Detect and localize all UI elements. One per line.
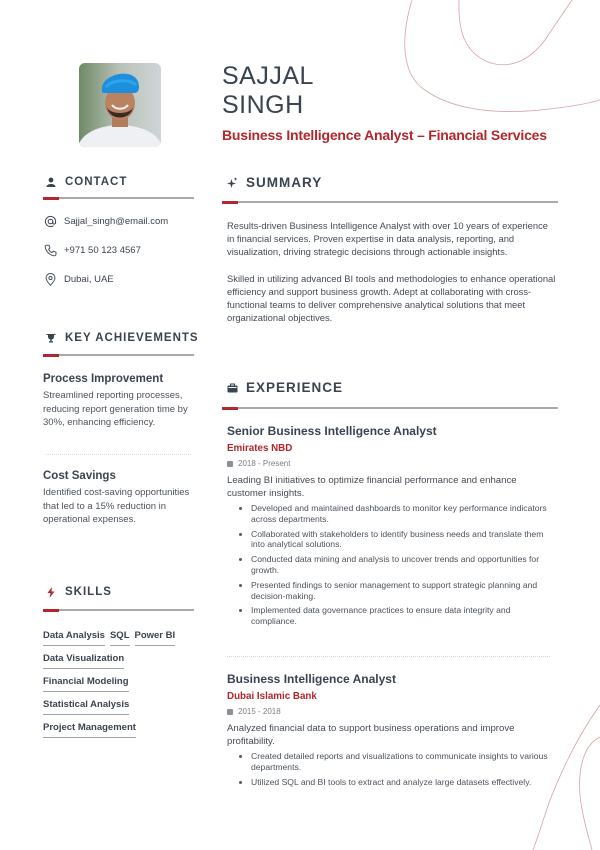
job-company: Emirates NBD (227, 443, 293, 454)
achievement-item (43, 470, 198, 527)
achievements-divider (43, 354, 194, 356)
skills-list (43, 629, 203, 744)
contact-heading-label: CONTACT (65, 176, 128, 188)
name-last: SINGH (222, 91, 304, 119)
job-separator (227, 656, 550, 657)
job-description: Leading BI initiatives to optimize financial performance and enhance customer insights. (227, 475, 517, 499)
achievement-title: Cost Savings (43, 470, 116, 482)
location-pin-icon (44, 273, 57, 286)
contact-email[interactable] (44, 215, 168, 228)
location-value: Dubai, UAE (64, 274, 114, 285)
phone-icon (44, 244, 57, 257)
job-bullet: Developed and maintained dashboards to monitor key performance indicators across departments. (237, 503, 557, 525)
contact-divider (43, 197, 194, 199)
job-bullets (227, 751, 557, 787)
job-dates (227, 707, 557, 716)
calendar-icon (227, 709, 233, 715)
candidate-name (222, 62, 314, 120)
job-title: Business Intelligence Analyst (227, 672, 396, 686)
job-description: Analyzed financial data to support business operations and improve profitability. (227, 723, 515, 747)
job-company: Dubai Islamic Bank (227, 691, 317, 702)
contact-phone[interactable] (44, 244, 141, 257)
skills-divider (43, 609, 194, 611)
headline-title: Business Intelligence Analyst – Financial Services (222, 127, 547, 143)
achievement-description: Identified cost-saving opportunities that led to a 15% reduction in operational expenses. (43, 487, 190, 525)
job-bullet: Collaborated with stakeholders to identify business needs and translate them into analytical solutions. (237, 529, 557, 551)
job-entry (227, 424, 557, 631)
job-title: Senior Business Intelligence Analyst (227, 424, 437, 438)
at-icon (44, 215, 57, 228)
achievement-title: Process Improvement (43, 373, 164, 385)
email-value: Sajjal_singh@email.com (64, 216, 169, 227)
experience-heading (226, 380, 343, 395)
job-bullet: Presented findings to senior management to support strategic planning and decision-making. (237, 580, 557, 602)
name-first: SAJJAL (222, 62, 314, 90)
contact-heading (45, 176, 127, 188)
skills-heading (45, 586, 112, 598)
skill-tag: Statistical Analysis (43, 698, 129, 715)
contact-location (44, 273, 114, 286)
skills-heading-label: SKILLS (65, 586, 112, 598)
job-dates-value: 2015 - 2018 (238, 707, 281, 716)
trophy-icon (45, 332, 57, 344)
job-bullet: Implemented data governance practices to ensure data integrity and compliance. (237, 605, 557, 627)
achievements-heading-label: KEY ACHIEVEMENTS (65, 332, 199, 344)
skill-tag: Financial Modeling (43, 675, 129, 692)
job-dates (227, 459, 557, 468)
achievement-description: Streamlined reporting processes, reducing report generation time by 30%, enhancing efficiency. (43, 390, 188, 428)
job-bullet: Conducted data mining and analysis to uncover trends and opportunities for growth. (237, 554, 557, 576)
skill-tag: Data Visualization (43, 652, 124, 669)
experience-heading-label: EXPERIENCE (246, 380, 344, 395)
sparkle-icon (226, 177, 238, 189)
summary-paragraph: Skilled in utilizing advanced BI tools and methodologies to enhance operational efficiency and support business growth. Adept at collaborating with cross-functional teams to deliver comprehensive analytical solutions that meet organizational objectives. (227, 272, 556, 324)
summary-paragraph: Results-driven Business Intelligence Analyst with over 10 years of experience in financial services. Proven expertise in data analysis, reporting, and visualization, driving strategic decisions through actionable insights. (227, 220, 548, 258)
summary-heading (226, 175, 322, 190)
phone-value: +971 50 123 4567 (64, 245, 141, 256)
skill-tag: SQL (110, 629, 130, 646)
skill-tag: Power BI (135, 629, 176, 646)
summary-heading-label: SUMMARY (246, 175, 323, 190)
summary-text (227, 219, 557, 324)
achievement-item (43, 373, 198, 430)
experience-divider (222, 407, 558, 409)
achievements-heading (45, 332, 199, 344)
calendar-icon (227, 461, 233, 467)
profile-photo (79, 63, 161, 147)
lightning-icon (45, 586, 57, 598)
summary-divider (222, 201, 558, 203)
job-dates-value: 2018 - Present (238, 459, 291, 468)
skill-tag: Project Management (43, 721, 136, 738)
briefcase-icon (226, 382, 238, 394)
achievement-separator (46, 454, 191, 455)
job-bullets (227, 503, 557, 627)
job-bullet: Created detailed reports and visualizations to communicate insights to various departments. (237, 751, 557, 773)
job-bullet: Utilized SQL and BI tools to extract and analyze large datasets effectively. (237, 777, 557, 788)
skill-tag: Data Analysis (43, 629, 105, 646)
user-icon (45, 176, 57, 188)
job-entry (227, 672, 557, 791)
